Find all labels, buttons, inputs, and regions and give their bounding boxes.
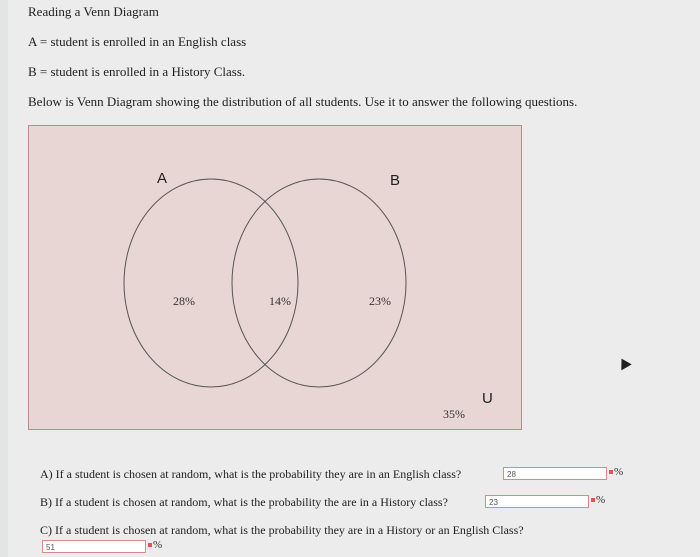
question-a: A) If a student is chosen at random, what is the probability they are in an English class? xyxy=(40,467,462,481)
question-c: C) If a student is chosen at random, what is the probability they are in a History or an English Class? xyxy=(40,523,524,537)
circle-b xyxy=(232,179,406,387)
region-both: 14% xyxy=(269,294,291,308)
circle-a xyxy=(124,179,298,387)
page-title: Reading a Venn Diagram xyxy=(28,4,159,19)
answer-a-input[interactable]: 28 xyxy=(503,467,607,480)
region-only-a: 28% xyxy=(173,294,195,308)
question-b: B) If a student is chosen at random, what is the probability the are in a History class? xyxy=(40,495,448,509)
venn-circles xyxy=(29,126,523,431)
answer-c-suffix: % xyxy=(148,539,162,551)
region-only-b: 23% xyxy=(369,294,391,308)
answer-a-suffix: % xyxy=(609,466,623,478)
instructions: Below is Venn Diagram showing the distribution of all students. Use it to answer the following questions. xyxy=(28,94,578,109)
definition-a: A = student is enrolled in an English class xyxy=(28,34,247,49)
answer-b-input[interactable]: 23 xyxy=(485,495,589,508)
region-neither: 35% xyxy=(443,407,465,421)
set-b-label: B xyxy=(390,172,401,189)
definition-b: B = student is enrolled in a History Class. xyxy=(28,64,246,79)
universe-label: U xyxy=(482,390,493,407)
venn-diagram xyxy=(28,125,522,430)
answer-c-input[interactable]: 51 xyxy=(42,540,146,553)
answer-b-suffix: % xyxy=(591,494,605,506)
set-a-label: A xyxy=(157,170,168,187)
